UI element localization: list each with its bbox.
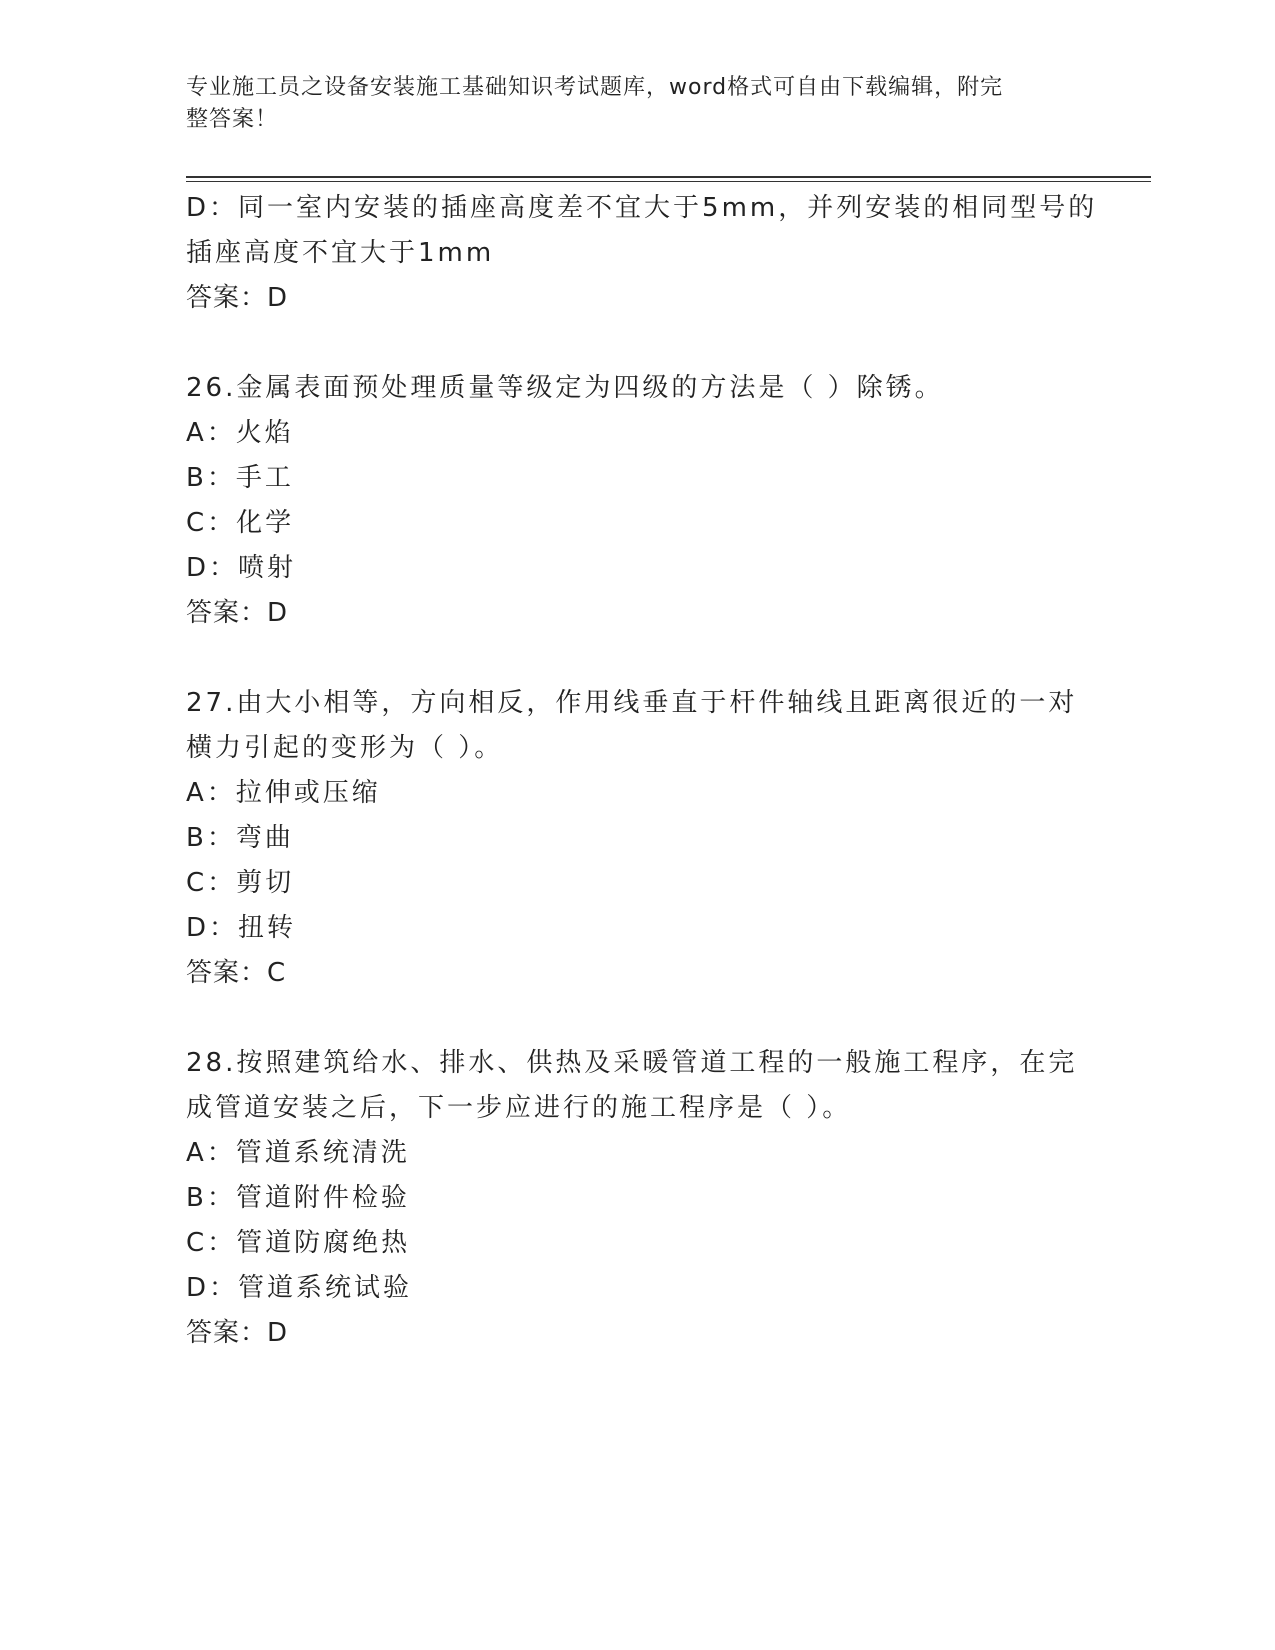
option-c: C：化学 <box>186 508 295 538</box>
option-c: C：管道防腐绝热 <box>186 1228 411 1258</box>
option-d: D：扭转 <box>186 913 297 943</box>
option-b: B：弯曲 <box>186 823 294 853</box>
option-d-continued: 插座高度不宜大于1mm <box>186 238 495 268</box>
answer: 答案：D <box>186 283 289 313</box>
option-c: C：剪切 <box>186 868 295 898</box>
header-divider <box>186 176 1151 178</box>
option-b: B：管道附件检验 <box>186 1183 410 1213</box>
option-d: D：喷射 <box>186 553 297 583</box>
answer: 答案：D <box>186 1318 289 1348</box>
question-stem: 26.金属表面预处理质量等级定为四级的方法是（ ）除锈。 <box>186 373 944 403</box>
answer: 答案：D <box>186 598 289 628</box>
question-stem: 28.按照建筑给水、排水、供热及采暖管道工程的一般施工程序，在完 <box>186 1048 1078 1078</box>
option-d: D：管道系统试验 <box>186 1273 413 1303</box>
header-line-1: 专业施工员之设备安装施工基础知识考试题库，word格式可自由下载编辑，附完 <box>186 75 1004 100</box>
header-divider-thin <box>186 181 1151 182</box>
question-stem: 27.由大小相等，方向相反，作用线垂直于杆件轴线且距离很近的一对 <box>186 688 1078 718</box>
header-line-2: 整答案！ <box>186 107 279 132</box>
option-a: A：管道系统清洗 <box>186 1138 410 1168</box>
page-header <box>186 72 1066 136</box>
question-stem-continued: 成管道安装之后，下一步应进行的施工程序是（ ）。 <box>186 1093 852 1123</box>
option-a: A：火焰 <box>186 418 294 448</box>
question-stem-continued: 横力引起的变形为（ ）。 <box>186 733 504 763</box>
option-d: D：同一室内安装的插座高度差不宜大于5mm，并列安装的相同型号的 <box>186 193 1098 223</box>
answer: 答案：C <box>186 958 287 988</box>
option-b: B：手工 <box>186 463 294 493</box>
option-a: A：拉伸或压缩 <box>186 778 381 808</box>
